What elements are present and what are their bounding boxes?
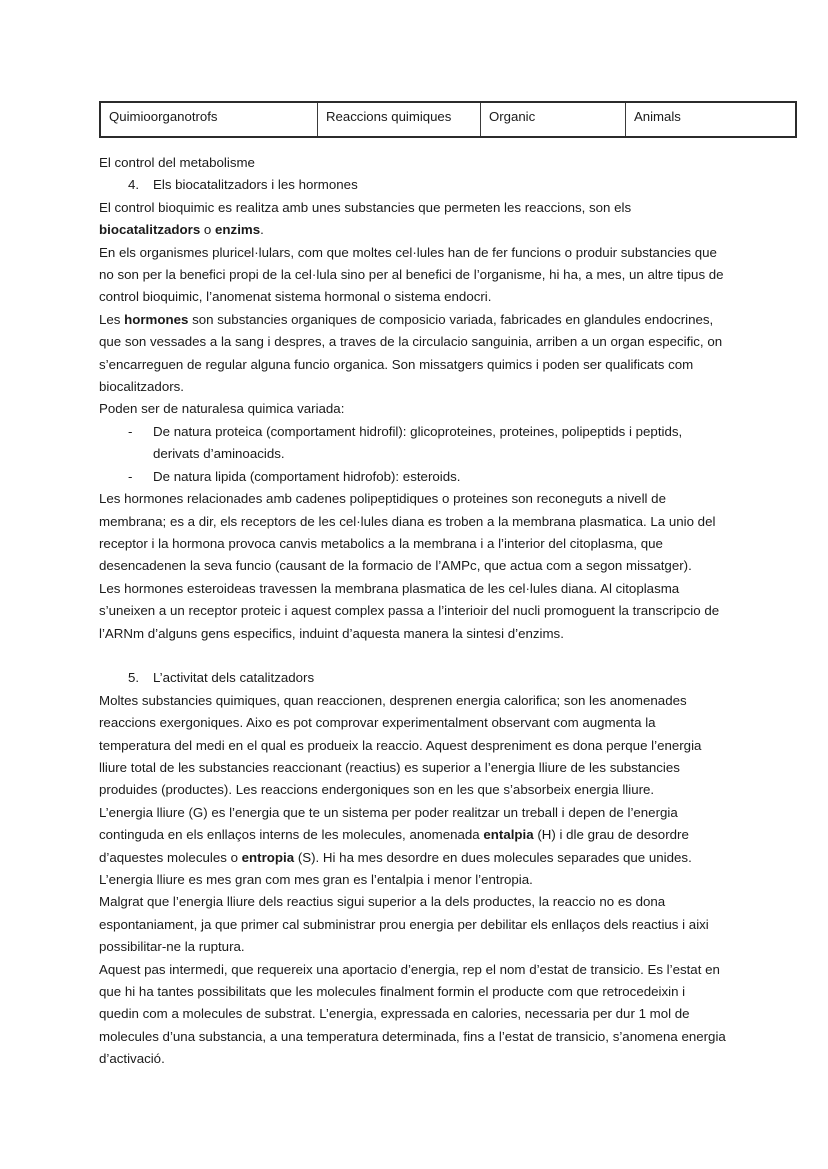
paragraph-hormones: [99, 309, 727, 399]
section-number-5: 5.: [128, 670, 140, 686]
p3-text-a: Les: [99, 311, 125, 327]
hormone-nature-list: [99, 421, 727, 488]
paragraph-energia-lliure: [99, 802, 727, 892]
dash-marker-icon: -: [128, 423, 133, 439]
table-cell-animals: Animals: [626, 102, 797, 137]
paragraph-biocatalitzadors: [99, 197, 727, 242]
document-content: [99, 101, 727, 1071]
list-item-label: De natura proteica (comportament hidrofil): glicoproteines, proteines, polipeptids i peptids, derivats d’aminoacids.: [153, 423, 683, 462]
p3-text-b: son substancies organiques de composicio variada, fabricades en glandules endocrines, que son vessades a la sang i despres, a traves de la circulacio sanguinia, arriben a un organ especific, on s’encarreguen de regular alguna funcio organica. Son missatgers quimics i poden ser qualificats com biocalitzadors.: [99, 311, 723, 395]
table-cell-quimioorganotrofs: Quimioorganotrofs: [100, 102, 318, 137]
p8-text-b: (H) i dle grau de desordre d’aquestes molecules o: [99, 827, 689, 865]
section-heading-4: [99, 174, 727, 196]
table-row: [100, 102, 796, 137]
paragraph-spacer: [99, 645, 727, 667]
p8-text-a: L’energia lliure (G) es l’energia que te un sistema per poder realitzar un treball i depen de l’energia continguda en els enllaços interns de les molecules, anomenada: [99, 804, 678, 843]
document-text-body: [99, 152, 727, 1071]
intro-line: El control del metabolisme: [99, 155, 255, 170]
section-title-5: L’activitat dels catalitzadors: [153, 670, 315, 686]
paragraph-hormones-esteroideas: Les hormones esteroideas travessen la membrana plasmatica de les cel·lules diana. Al citoplasma s’uneixen a un receptor proteic i aquest complex passa a l’interioir del nucli promoguent la transcripcio de l’ARNm d’alguns gens especifics, induint d’aquesta manera la sintesi d’enzims.: [99, 580, 720, 641]
table-cell-reaccions-quimiques: Reaccions quimiques: [318, 102, 481, 137]
table-cell-organic: Organic: [481, 102, 626, 137]
paragraph-organismes-pluricellulars: En els organismes pluricel·lulars, com que moltes cel·lules han de fer funcions o produir substancies que no son per la benefici propi de la cel·lula sino per al benefici de l’organisme, hi ha, a mes, un altre tipus de control bioquimic, l’anomenat sistema hormonal o sistema endocri.: [99, 244, 724, 305]
p3-bold-hormones: hormones: [124, 311, 189, 327]
section-number-4: 4.: [128, 177, 140, 193]
paragraph-reaccions-exergoniques: Moltes substancies quimiques, quan reaccionen, desprenen energia calorifica; son les anomenades reaccions exergoniques. Aixo es pot comprovar experimentalment observant com augmenta la temperatura del medi en el qual es produeix la reaccio. Aquest despreniment es dona perque l’energia lliure total de les substancies reaccionant (reactius) es superior a l’energia lliure de les substancies produides (productes). Les reaccions endergoniques son en les que s’absorbeix energia lliure.: [99, 692, 702, 798]
classification-table: [99, 101, 797, 138]
list-item: [99, 421, 727, 466]
p8-text-c: (S). Hi ha mes desordre en dues molecules separades que unides. L’energia lliure es mes gran com mes gran es l’entalpia i menor l’entropia.: [99, 849, 692, 887]
section-heading-5: [99, 667, 727, 689]
p1-bold-biocatalitzadors: biocatalitzadors: [99, 222, 201, 238]
p1-text-c: .: [260, 222, 264, 238]
paragraph-estat-transicio: Aquest pas intermedi, que requereix una aportacio d’energia, rep el nom d’estat de transicio. Es l’estat en que hi ha tantes possibilitats que les molecules finalment formin el producte com que retrocedeixin i quedin com a molecules de substrat. L’energia, expressada en calories, necessaria per dur 1 mol de molecules d’una substancia, a una temperatura determinada, fins a l’estat de transicio, s’anomena energia d’activació.: [99, 961, 726, 1067]
paragraph-reaccio-espontaniament: Malgrat que l’energia lliure dels reactius sigui superior a la dels productes, la reaccio no es dona espontaniament, ja que primer cal subministrar prou energia per debilitar els enllaços dels reactius i aixi possibilitar-ne la ruptura.: [99, 894, 709, 955]
dash-marker-icon: -: [128, 468, 133, 484]
paragraph-receptors-membrana: Les hormones relacionades amb cadenes polipeptidiques o proteines son reconeguts a nivell de membrana; es a dir, els receptors de les cel·lules diana es troben a la membrana plasmatica. La unio del receptor i la hormona provoca canvis metabolics a la membrana i a l’interior del citoplasma, que desencadenen la seva funcio (causant de la formacio de l’AMPc, que actua com a segon missatger).: [99, 491, 716, 574]
p1-text-a: El control bioquimic es realitza amb unes substancies que permeten les reaccions, son els: [99, 199, 632, 215]
section-title-4: Els biocatalitzadors i les hormones: [153, 177, 358, 193]
list-item-label: De natura lipida (comportament hidrofob): esteroids.: [153, 468, 461, 484]
paragraph-naturalesa-quimica: Poden ser de naturalesa quimica variada:: [99, 401, 345, 417]
table-body: [100, 102, 796, 137]
p1-text-b: o: [200, 222, 216, 238]
p8-bold-entalpia: entalpia: [483, 827, 534, 843]
p8-bold-entropia: entropia: [241, 849, 295, 865]
list-item: [99, 466, 727, 488]
p1-bold-enzims: enzims: [215, 222, 261, 238]
